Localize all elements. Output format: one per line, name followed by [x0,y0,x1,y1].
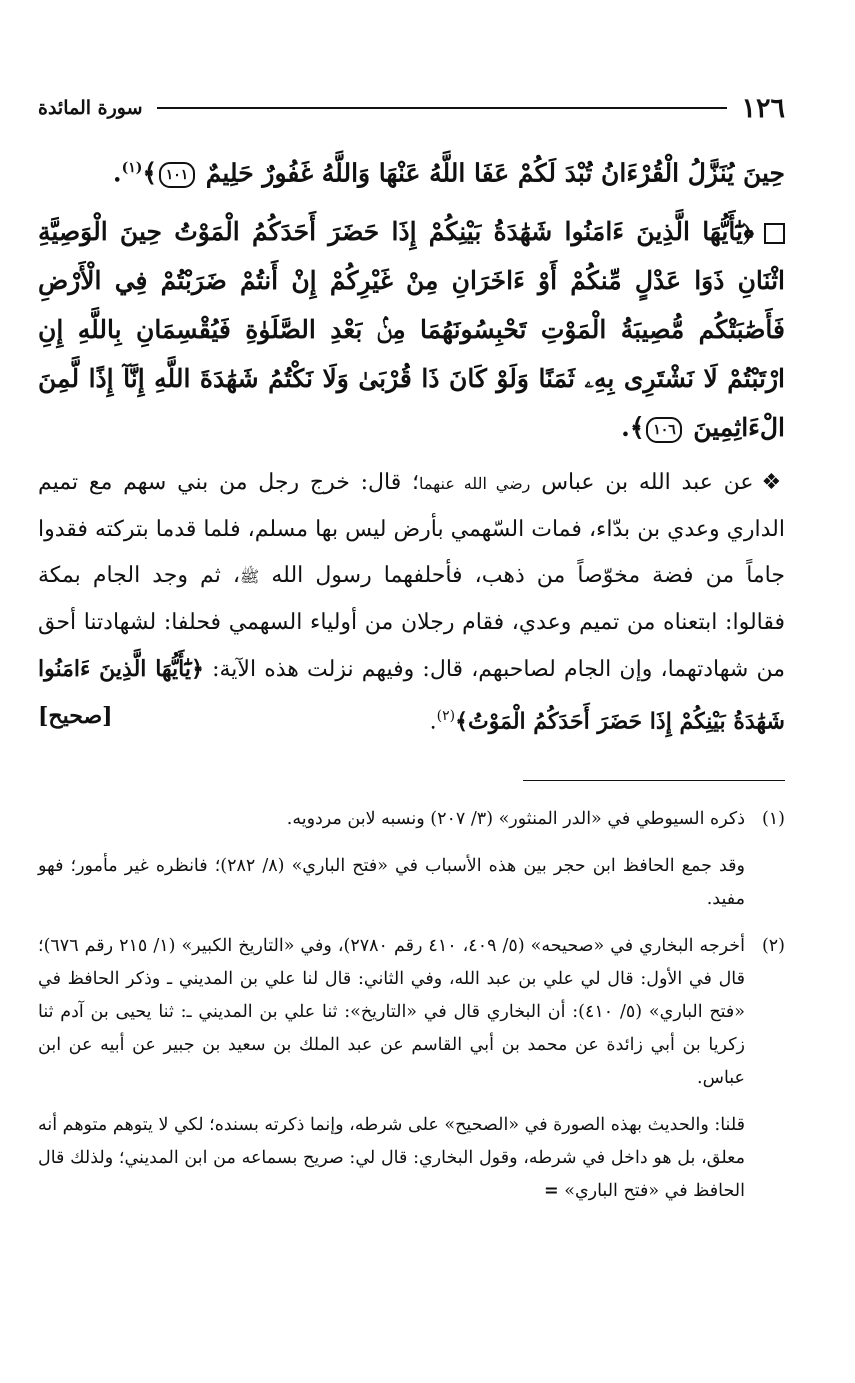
closing-ornate-bracket: ﴾ [629,413,645,443]
footnote-1 [38,803,785,916]
continuation-mark: = [543,1180,559,1201]
verse-main: ﴿يَٰٓأَيُّهَا الَّذِينَ ءَامَنُوا شَهَٰدَةُ بَيْنِكُمْ إِذَا حَضَرَ أَحَدَكُمُ الْمَوْتُ حِينَ الْوَصِيَّةِ اثْنَانِ ذَوَا عَدْلٍ مِّنكُمْ أَوْ ءَاخَرَانِ مِنْ غَيْرِكُمْ إِنْ أَنتُمْ ضَرَبْتُمْ فِي الْأَرْضِ فَأَصَٰبَتْكُم مُّصِيبَةُ الْمَوْتِ تَحْبِسُونَهُمَا مِنۢ بَعْدِ الصَّلَوٰةِ فَيُقْسِمَانِ بِاللَّهِ إِنِ ارْتَبْتُمْ لَا نَشْتَرِى بِهِۦ ثَمَنًا وَلَوْ كَانَ ذَا قُرْبَىٰ وَلَا نَكْتُمُ شَهَٰدَةَ اللَّهِ إِنَّآ إِذًا لَّمِنَ الْءَاثِمِينَ ١٠٦﴾. [38,217,785,443]
footnote-paragraph: ذكره السيوطي في «الدر المنثور» (٣/ ٢٠٧) ونسبه لابن مردويه. [286,808,745,829]
hadith-part-3: ، ثم وجد الجام بمكة فقالوا: ابتعناه من تميم وعدي، فقام رجلان من أولياء السهمي فحلفا: لشهادتنا أحق من شهادتهما، وإن الجام لصاحبهم، قال: وفيهم نزلت هذه الآية: [38,563,786,683]
hadith-text: ❖عن عبد الله بن عباس رضي الله عنهما؛ قال: خرج رجل من بني سهم مع تميم الداري وعدي بن بدّاء، فمات السّهمي بأرض ليس بها مسلم، فلما قدما بتركته فقدوا جاماً من فضة مخوّصاً من ذهب، فأحلفهما رسول الله ﷺ، ثم وجد الجام بمكة فقالوا: ابتعناه من تميم وعدي، فقام رجلان من أولياء السهمي فحلفا: لشهادتنا أحق من شهادتهما، وإن الجام لصاحبهم، قال: وفيهم نزلت هذه الآية: ﴿يَٰٓأَيُّهَا الَّذِينَ ءَامَنُوا شَهَٰدَةُ بَيْنِكُمْ إِذَا حَضَرَ أَحَدَكُمُ الْمَوْتُ﴾$^{(٢)}$. [صحيح] [38,460,785,745]
hadith-verse-quote: يَٰٓأَيُّهَا الَّذِينَ ءَامَنُوا شَهَٰدَةُ بَيْنِكُمْ إِذَا حَضَرَ أَحَدَكُمُ الْمَوْتُ [38,656,785,735]
footnote-2 [38,930,785,1208]
hadith-grade: [صحيح] [38,703,113,730]
header-rule [157,107,728,109]
square-box-icon [764,223,785,244]
surah-name: سورة المائدة [38,97,143,119]
page-number: ١٢٦ [741,92,785,124]
ayah-number-marker: ١٠١ [159,162,195,188]
footnote-ref: (١) [121,160,143,176]
footnote-paragraph: وقد جمع الحافظ ابن حجر بين هذه الأسباب في «فتح الباري» (٨/ ٢٨٢)؛ فانظره غير مأمور؛ فهو مفيد. [38,855,745,909]
opening-ornate-bracket: ﴿ [191,656,204,683]
footnote-ref: (٢) [436,708,456,725]
footnote-paragraph-last [38,1109,745,1208]
verse-top-text: حِينَ يُنَزَّلُ الْقُرْءَانُ تُبْدَ لَكُمْ عَفَا اللَّهُ عَنْهَا وَاللَّهُ غَفُورٌ حَلِيمٌ [205,158,785,188]
closing-ornate-bracket: ﴾ [142,158,158,188]
footnote-separator [523,780,785,781]
page-header [38,90,785,126]
honorific-salla: ﷺ [239,567,260,587]
verse-main-text: يَٰٓأَيُّهَا الَّذِينَ ءَامَنُوا شَهَٰدَةُ بَيْنِكُمْ إِذَا حَضَرَ أَحَدَكُمُ الْمَوْتُ حِينَ الْوَصِيَّةِ اثْنَانِ ذَوَا عَدْلٍ مِّنكُمْ أَوْ ءَاخَرَانِ مِنْ غَيْرِكُمْ إِنْ أَنتُمْ ضَرَبْتُمْ فِي الْأَرْضِ فَأَصَٰبَتْكُم مُّصِيبَةُ الْمَوْتِ تَحْبِسُونَهُمَا مِنۢ بَعْدِ الصَّلَوٰةِ فَيُقْسِمَانِ بِاللَّهِ إِنِ ارْتَبْتُمْ لَا نَشْتَرِى بِهِۦ ثَمَنًا وَلَوْ كَانَ ذَا قُرْبَىٰ وَلَا نَكْتُمُ شَهَٰدَةَ اللَّهِ إِنَّآ إِذًا لَّمِنَ الْءَاثِمِينَ [38,217,785,443]
closing-ornate-bracket: ﴾ [455,708,469,735]
diamond-cluster-icon: ❖ [761,470,786,496]
footnote-number: (١) [761,808,785,829]
footnote-paragraph: أخرجه البخاري في «صحيحه» (٥/ ٤٠٩، ٤١٠ رقم ٢٧٨٠)، وفي «التاريخ الكبير» (١/ ٢١٥ رقم ٦٧٦)؛ قال في الأول: قال لي علي بن عبد الله، وفي الثاني: قال لنا علي بن المديني ـ وذكر الحافظ في «فتح الباري» (٥/ ٤١٠): أن البخاري قال في «التاريخ»: ثنا علي بن المديني ـ: ثنا يحيى بن آدم ثنا زكريا بن أبي زائدة عن محمد بن أبي القاسم عن عبد الملك بن سعيد بن جبير عن أبيه عن ابن عباس. [38,935,746,1088]
ayah-number-marker: ١٠٦ [646,417,682,443]
hadith-part-2: ؛ قال: خرج رجل من بني سهم مع تميم الداري وعدي بن بدّاء، فمات السّهمي بأرض ليس بها مسلم، فلما قدما بتركته فقدوا جاماً من فضة مخوّصاً من ذهب، فأحلفهما رسول الله [38,470,785,589]
verse-top: حِينَ يُنَزَّلُ الْقُرْءَانُ تُبْدَ لَكُمْ عَفَا اللَّهُ عَنْهَا وَاللَّهُ غَفُورٌ حَلِيمٌ ١٠١﴾$^{(١)}$. [112,158,785,188]
honorific-radiyallah: رضي الله عنهما [418,474,531,494]
opening-ornate-bracket: ﴿ [742,217,754,247]
footnote-number: (٢) [761,935,785,956]
footnote-paragraph-text: قلنا: والحديث بهذه الصورة في «الصحيح» على شرطه، وإنما ذكرته بسنده؛ لكي لا يتوهم متوهم أنه معلق، بل هو داخل في شرطه، وقول البخاري: قال لي: صريح بسماعه من ابن المديني؛ ولذلك قال الحافظ في «فتح الباري» [38,1114,745,1201]
hadith-part-1: عن عبد الله بن عباس [541,470,754,496]
